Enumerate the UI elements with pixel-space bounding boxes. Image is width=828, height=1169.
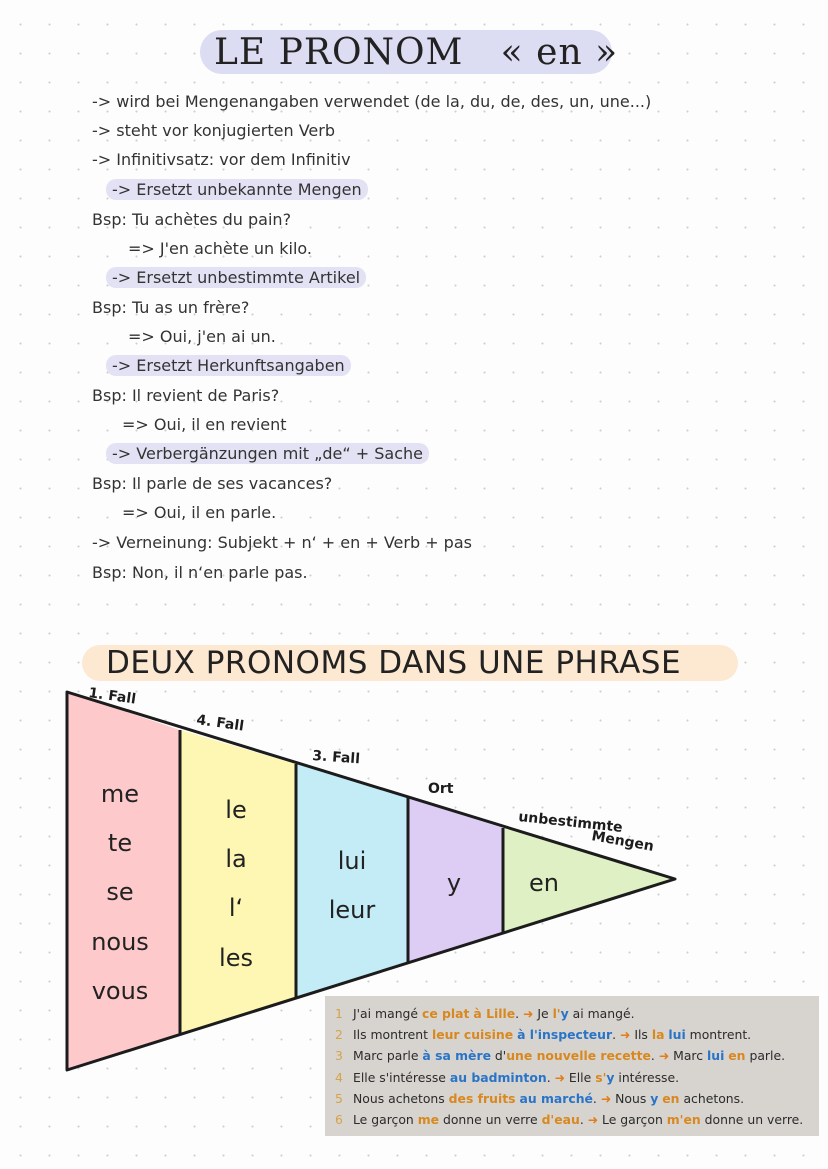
note-line-highlighted: -> Ersetzt Herkunftsangaben [112,356,351,376]
sentence-fragment: en [728,1048,746,1063]
arrow-icon: ➜ [554,1070,565,1085]
pronoun-te: te [107,829,133,857]
note-line: -> Verneinung: Subjekt + n‘ + en + Verb + pas [92,533,472,552]
sentence-fragment: Nous achetons [353,1091,449,1106]
sentence-fragment: en [662,1091,680,1106]
row-number: 6 [335,1112,343,1127]
textbook-row [335,1006,635,1021]
pronoun-vous: vous [91,977,149,1005]
textbook-excerpt [325,996,819,1136]
sentence-fragment: parle. [745,1048,786,1063]
sentence-fragment: à sa mère [422,1048,491,1063]
sentence-fragment: . [612,1027,620,1042]
note-line: Bsp: Tu achètes du pain? [92,210,292,229]
note-line-highlighted: -> Verbergänzungen mit „de“ + Sache [112,444,429,464]
sentence-fragment: Le garçon [598,1112,667,1127]
sentence-fragment: à Lille [473,1006,516,1021]
sentence-fragment: intéresse. [614,1070,680,1085]
arrow-icon: ➜ [600,1091,612,1106]
label-ort: Ort [428,781,454,797]
note-line: => Oui, il en parle. [122,503,277,522]
pronoun-l: l‘ [228,894,244,922]
textbook-row [335,1070,679,1085]
sentence-fragment: à l'inspecteur [517,1027,613,1042]
sentence-fragment: donne un verre. [700,1112,804,1127]
pronoun-se: se [106,878,134,906]
note-line: -> Infinitivsatz: vor dem Infinitiv [92,150,351,169]
textbook-row [335,1112,803,1127]
segment-3 [296,764,408,998]
label-mengen: Mengen [590,828,656,855]
sentence-fragment: Nous [611,1091,651,1106]
pronoun-y: y [446,869,462,897]
note-line: Bsp: Il parle de ses vacances? [92,474,333,493]
pronoun-me: me [100,780,140,808]
note-line: Bsp: Tu as un frère? [92,298,250,317]
row-number: 2 [335,1027,343,1042]
row-number: 4 [335,1070,343,1085]
arrow-icon: ➜ [587,1112,599,1127]
sentence-fragment: Marc parle [353,1048,423,1063]
sentence-fragment: . [650,1048,659,1063]
sentence-fragment: y [606,1070,615,1085]
note-line: -> steht vor konjugierten Verb [92,121,335,140]
textbook-row [335,1091,744,1106]
sentence-fragment: s' [595,1070,607,1085]
sentence-fragment: lui [707,1048,725,1063]
sentence-fragment: d' [490,1048,507,1063]
sentence-fragment: . [579,1112,588,1127]
label-1-fall: 1. Fall [87,685,137,708]
sentence-fragment: leur cuisine [431,1027,514,1042]
sentence-fragment: Ils [630,1027,652,1042]
sentence-fragment: montrent. [685,1027,752,1042]
sentence-fragment: Marc [669,1048,707,1063]
pronoun-les: les [219,944,253,972]
sentence-fragment: Je [533,1006,553,1021]
note-line: => Oui, j'en ai un. [128,327,276,346]
sentence-fragment: au marché [519,1091,593,1106]
pronoun-le: le [225,796,247,824]
section-title: DEUX PRONOMS DANS UNE PHRASE [106,645,682,681]
note-line: => J'en achète un kilo. [128,239,312,258]
sentence-fragment: achetons. [679,1091,745,1106]
sentence-fragment: Le garçon [353,1112,418,1127]
pronoun-nous: nous [91,928,149,956]
row-number: 1 [335,1006,343,1021]
sentence-fragment: donne un verre [439,1112,542,1127]
sentence-fragment: . [515,1006,524,1021]
note-line: Bsp: Non, il n‘en parle pas. [92,563,308,582]
note-line-highlighted: -> Ersetzt unbekannte Mengen [112,180,368,200]
arrow-icon: ➜ [620,1027,631,1042]
note-line: => Oui, il en revient [122,415,287,434]
sentence-fragment: au badminton [449,1070,547,1085]
sentence-fragment: m' [666,1112,684,1127]
sentence-fragment: J'ai mangé [353,1006,422,1021]
textbook-row [335,1027,751,1042]
note-line-highlighted: -> Ersetzt unbestimmte Artikel [112,268,366,288]
sentence-fragment: y [560,1006,569,1021]
sentence-fragment: y [650,1091,659,1106]
sentence-fragment: . [546,1070,555,1085]
sentence-fragment: Ils montrent [353,1027,432,1042]
row-number: 3 [335,1048,343,1063]
sentence-fragment: lui [668,1027,686,1042]
arrow-icon: ➜ [523,1006,534,1021]
row-number: 5 [335,1091,343,1106]
pronoun-en: en [529,869,559,897]
sentence-fragment: la [651,1027,665,1042]
pronoun-la: la [225,845,247,873]
sentence-fragment: . [592,1091,601,1106]
segment-2 [180,730,296,1035]
pronoun-lui: lui [337,847,367,875]
label-unbestimmte: unbestimmte [517,809,624,836]
sentence-fragment: ai mangé. [568,1006,635,1021]
label-4-fall: 4. Fall [195,712,245,735]
sentence-fragment: une nouvelle recette [506,1048,651,1063]
note-line: Bsp: Il revient de Paris? [92,386,280,405]
sentence-fragment: me [417,1112,440,1127]
sentence-fragment: ce plat [421,1006,470,1021]
label-3-fall: 3. Fall [311,748,361,768]
pronoun-leur: leur [328,896,376,924]
sentence-fragment: d'eau [541,1112,580,1127]
textbook-row [335,1048,785,1063]
sentence-fragment: en [683,1112,701,1127]
arrow-icon: ➜ [658,1048,670,1063]
sentence-fragment: des fruits [448,1091,516,1106]
note-line: -> wird bei Mengenangaben verwendet (de la, du, de, des, un, une...) [92,92,652,111]
page-title: LE PRONOM « en » [214,32,619,73]
sentence-fragment: Elle s'intéresse [353,1070,450,1085]
sentence-fragment: Elle [564,1070,596,1085]
sentence-fragment: l' [552,1006,561,1021]
